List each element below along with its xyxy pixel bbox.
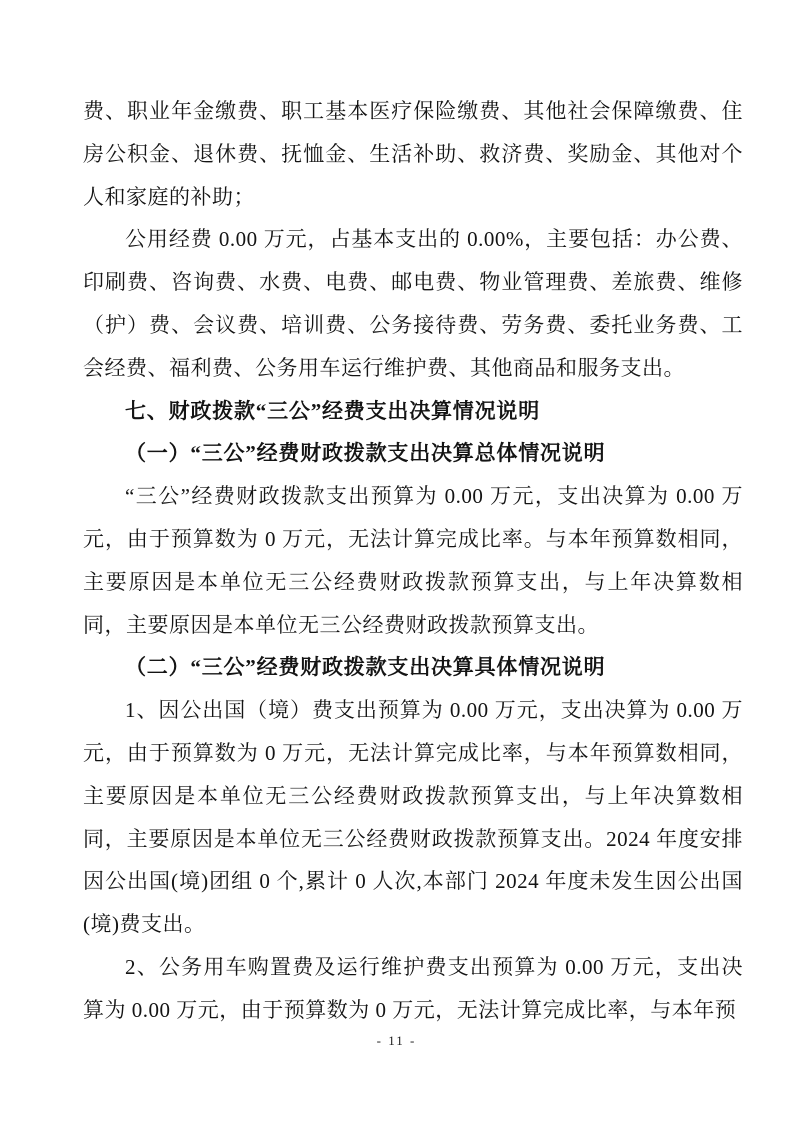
- paragraph-abroad-expense: 1、因公出国（境）费支出预算为 0.00 万元，支出决算为 0.00 万元，由于预算数为 0 万元，无法计算完成比率，与本年预算数相同，主要原因是本单位无三公经费财政拨款预算支出，与上年决算数相同，主要原因是本单位无三公经费财政拨款预算支出。2024 年度安排因公出国(境)团组 0 个,累计 0 人次,本部门 2024 年度未发生因公出国(境)费支出。: [83, 698, 743, 937]
- paragraph-vehicle-expense: 2、公务用车购置费及运行维护费支出预算为 0.00 万元，支出决算为 0.00 万元，由于预算数为 0 万元，无法计算完成比率，与本年预: [83, 954, 743, 1022]
- section-heading-7-2: （二）“三公”经费财政拨款支出决算具体情况说明: [125, 655, 606, 680]
- document-body: [83, 90, 743, 1032]
- paragraph-public-funds-expense: 公用经费 0.00 万元，占基本支出的 0.00%，主要包括：办公费、印刷费、咨询费、水费、电费、邮电费、物业管理费、差旅费、维修（护）费、会议费、培训费、公务接待费、劳务费、委托业务费、工会经费、福利费、公务用车运行维护费、其他商品和服务支出。: [83, 227, 743, 380]
- section-heading-7: 七、财政拨款“三公”经费支出决算情况说明: [125, 398, 540, 423]
- page-number: - 11 -: [376, 1033, 417, 1048]
- paragraph-three-public-overall: “三公”经费财政拨款支出预算为 0.00 万元，支出决算为 0.00 万元，由于预算数为 0 万元，无法计算完成比率。与本年预算数相同，主要原因是本单位无三公经费财政拨款预算支出，与上年决算数相同，主要原因是本单位无三公经费财政拨款预算支出。: [83, 484, 743, 637]
- paragraph-basic-expense-items-continued: 费、职业年金缴费、职工基本医疗保险缴费、其他社会保障缴费、住房公积金、退休费、抚恤金、生活补助、救济费、奖励金、其他对个人和家庭的补助；: [83, 99, 743, 209]
- section-heading-7-1: （一）“三公”经费财政拨款支出决算总体情况说明: [125, 441, 606, 466]
